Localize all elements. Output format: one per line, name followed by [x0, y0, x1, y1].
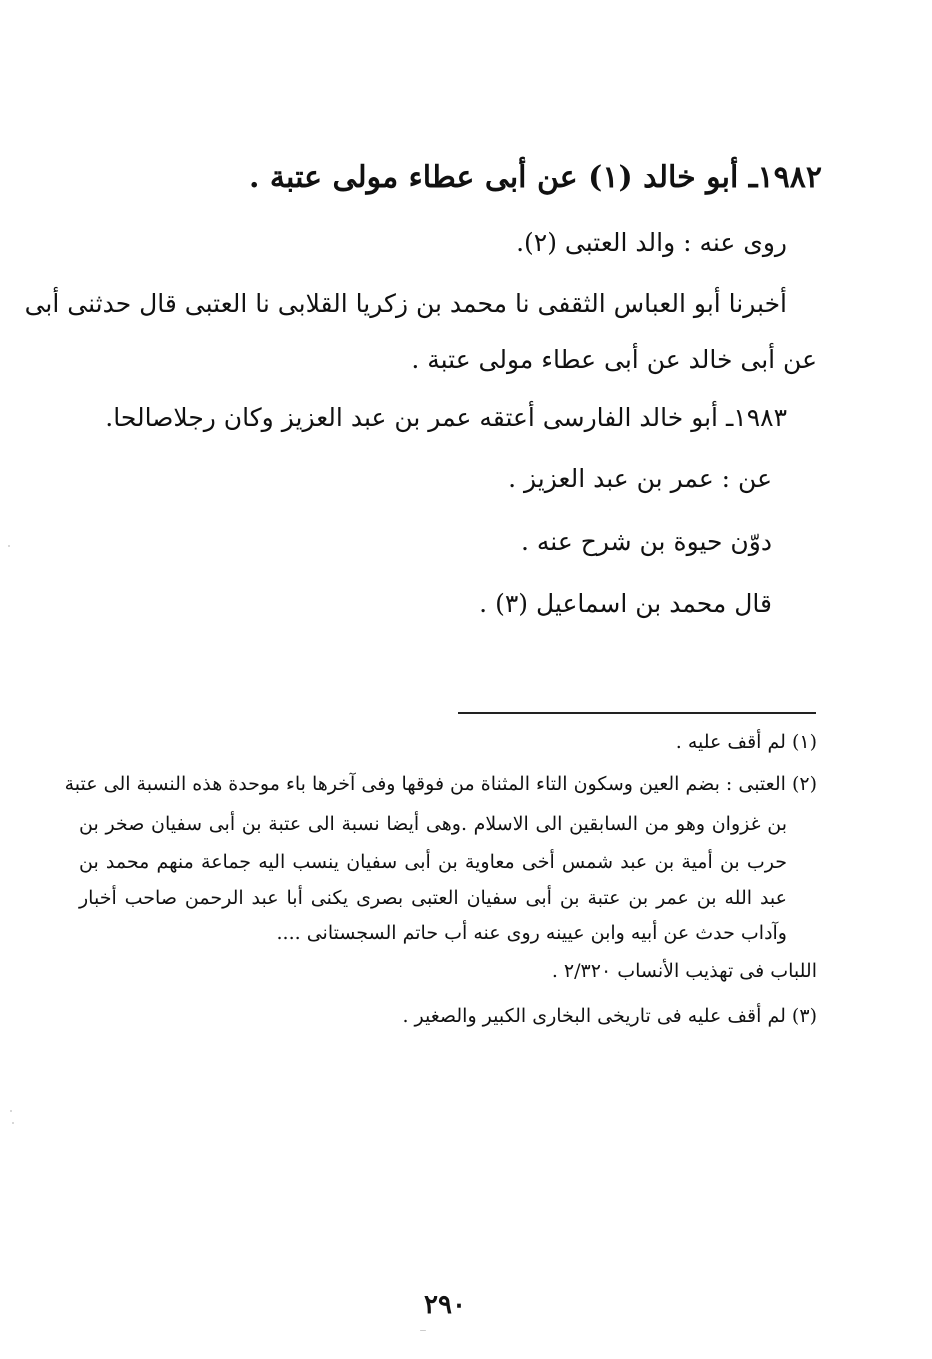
entry-1983-from-line: عن : عمر بن عبد العزيز .	[508, 464, 772, 493]
page-number: ٢٩٠	[424, 1290, 466, 1320]
footnote-2-line-4: عبد الله بن عمر بن عتبة بن أبى سفيان العتبى بصرى يكنى أبا عبد الرحمن صاحب أخبار	[79, 887, 787, 909]
scan-speck	[10, 1110, 12, 1112]
scan-speck	[12, 1122, 14, 1124]
entry-1983-bukhari-line: قال محمد بن اسماعيل (٣) .	[479, 589, 772, 618]
footnote-3: (٣) لم أقف عليه فى تاريخى البخارى الكبير والصغير .	[402, 1005, 817, 1027]
footnote-2-line-1: (٢) العتبى : بضم العين وسكون التاء المثناة من فوقها وفى آخرها باء موحدة هذه النسبة الى عتبة	[64, 773, 817, 795]
scan-speck	[8, 545, 10, 547]
entry-1983-narrator-line: دوّن حيوة بن شرح عنه .	[521, 527, 772, 556]
entry-1982-isnad-continuation: عن أبى خالد عن أبى عطاء مولى عتبة .	[411, 345, 817, 374]
entry-1982-heading: ١٩٨٢ـ أبو خالد (١) عن أبى عطاء مولى عتبة .	[249, 160, 822, 195]
entry-1983-heading: ١٩٨٣ـ أبو خالد الفارسى أعتقه عمر بن عبد العزيز وكان رجلاصالحا.	[105, 403, 787, 432]
footnote-2-source: اللباب فى تهذيب الأنساب ٢/٣٢٠ .	[551, 960, 817, 982]
entry-1982-isnad-line: أخبرنا أبو العباس الثقفى نا محمد بن زكريا القلابى نا العتبى قال حدثنى أبى	[24, 289, 787, 318]
footnote-2-line-5: وآداب حدث عن أبيه وابن عيينه روى عنه أب حاتم السجستانى ....	[276, 922, 787, 944]
footnote-divider	[458, 712, 816, 714]
footnote-2-line-3: حرب بن أمية بن عبد شمس أخى معاوية بن أبى سفيان ينسب اليه جماعة منهم محمد بن	[79, 851, 787, 873]
entry-1982-narrator-line: روى عنه : والد العتبى (٢).	[516, 228, 787, 257]
scan-speck	[420, 1330, 426, 1331]
footnote-1: (١) لم أقف عليه .	[675, 731, 817, 753]
footnote-2-line-2: بن غزوان وهو من السابقين الى الاسلام .وهى أيضا نسبة الى عتبة بن أبى سفيان صخر بن	[79, 813, 787, 835]
